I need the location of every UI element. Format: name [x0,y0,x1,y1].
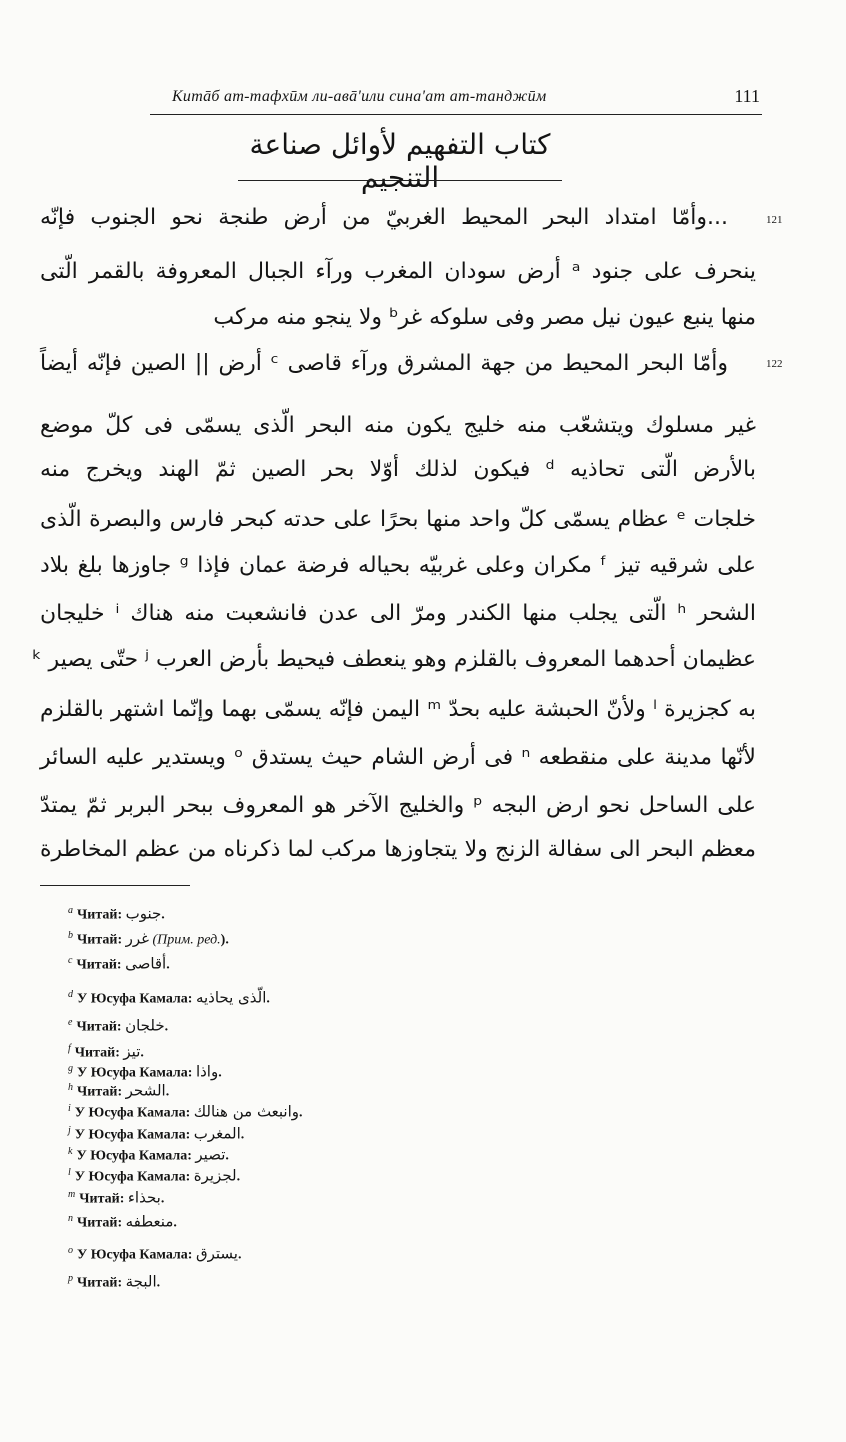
text-line: على الساحل نحو ارض البجه ᵖ والخليج الآخر هو المعروف ببحر البربر ثمّ يمتدّ [40,793,757,818]
paragraph-number: 122 [766,358,783,370]
footnote-suffix: . [156,1275,161,1291]
footnote-prefix: Читай: [79,1191,125,1207]
text-line: معظم البحر الى سفالة الزنج ولا يتجاوزها مركب لما ذكرناه من عظم المخاطرة [40,837,756,862]
footnote-note: (Прим. ред. [152,932,221,948]
footnote-prefix: У Юсуфа Камала: [76,1148,192,1164]
footnote-mark: c [68,955,73,966]
footnote-suffix: . [166,957,170,973]
footnote-mark: n [68,1213,73,1224]
footnote [68,1240,241,1262]
footnote-prefix: Читай: [76,957,122,973]
text-line: خلجات ᵉ عظام يسمّى كلّ واحد منها بحرًا على حدته كبحر فارس والبصرة الّذى [40,507,757,532]
footnote [68,1184,164,1206]
header-rule [150,114,762,115]
footnote [68,1120,244,1142]
footnote-arabic: يسترق [195,1244,238,1263]
footnote-prefix: Читай: [77,1215,123,1231]
footnote-arabic: المغرب [193,1124,241,1143]
footnote-mark: d [68,989,73,1000]
footnote-arabic: البجة [125,1272,157,1291]
footnote-mark: i [68,1103,71,1114]
footnote-arabic: بحذاء [127,1188,161,1207]
footnote [68,925,229,947]
footnote-mark: a [68,905,73,916]
text-line: منها ينبع عيون نيل مصر وفى سلوكه غرᵇ ولا ينجو منه مركب [213,305,756,330]
footnote-prefix: Читай: [77,1275,123,1291]
footnote-mark: l [68,1167,71,1178]
footnote [68,900,165,922]
footnote [68,1077,169,1099]
footnote [68,1012,168,1034]
text-line: غير مسلوك ويتشعّب منه خليج يكون منه البحر الّذى يسمّى فى كلّ موضع [40,413,756,438]
footnote-suffix: . [225,1148,229,1164]
footnote-suffix: ). [220,932,229,948]
footnote-arabic: تصير [195,1145,226,1164]
book-title: كتاب التفهيم لأوائل صناعة التنجيم [249,128,551,194]
footnote-prefix: Читай: [77,1084,123,1100]
footnote [68,1268,160,1290]
footnote-prefix: У Юсуфа Камала: [74,1169,191,1185]
footnote-prefix: Читай: [76,1019,122,1035]
footnote-arabic: تيز [123,1042,141,1061]
footnote-suffix: . [161,907,165,923]
footnote-mark: m [68,1189,76,1200]
footnote [68,1098,303,1120]
footnote-suffix: . [165,1084,170,1100]
footnote-suffix: . [140,1045,144,1061]
footnote-arabic: واذا [195,1062,219,1081]
footnote-suffix: . [236,1169,241,1185]
footnote-rule [40,885,190,886]
running-title: Китāб ат-тафхūм ли-авā'или сина'ат ат-танджūм [172,88,547,105]
footnote [68,984,270,1006]
title-underline [238,180,562,181]
footnote-mark: e [68,1017,73,1028]
text-line: على شرقيه تيز ᶠ مكران وعلى غربيّه بحياله فرضة عمان فإذا ᵍ جاوزها بلغ بلاد [40,553,756,578]
text-line: الشحر ʰ الّتى يجلب منها الكندر ومرّ الى عدن فانشعبت منه هناك ⁱ خليجان [40,601,756,626]
footnote-mark: f [68,1043,71,1054]
footnote-suffix: . [218,1065,222,1081]
footnote-mark: b [68,930,73,941]
footnote-arabic: الشحر [125,1081,166,1100]
text-line: ...وأمّا امتداد البحر المحيط الغربيّ من أرض طنجة نحو الجنوب فإنّه [40,205,728,230]
footnote-prefix: У Юсуфа Камала: [77,1247,193,1263]
footnote-prefix: У Юсуфа Камала: [77,991,193,1007]
footnote-prefix: Читай: [74,1045,120,1061]
footnote [68,1208,177,1230]
footnote-mark: o [68,1245,73,1256]
footnote-arabic: جنوب [125,904,162,923]
footnote [68,950,170,972]
paragraph-number: 121 [766,214,783,226]
footnote-arabic: الّذى يحاذيه [195,988,267,1007]
footnote-mark: j [68,1125,71,1136]
footnote-mark: g [68,1063,73,1074]
text-line: وأمّا البحر المحيط من جهة المشرق ورآء قاصى ᶜ أرض || الصين فإنّه أيضاً [40,351,728,376]
footnote-arabic: أقاصى [125,954,167,973]
footnote-prefix: Читай: [77,932,123,948]
footnote-mark: p [68,1273,73,1284]
footnote-arabic: وانبعث من هنالك [193,1102,300,1121]
footnote [68,1038,144,1060]
text-line: لأنّها مدينة على منقطعه ⁿ فى أرض الشام حيث يستدق ᵒ ويستدير عليه السائر [40,745,756,770]
footnote-mark: h [68,1082,73,1093]
text-line: ينحرف على جنود ᵃ أرض سودان المغرب ورآء الجبال المعروفة بالقمر الّتى [40,259,756,284]
footnote-suffix: . [299,1105,303,1121]
footnote-suffix: . [173,1215,177,1231]
footnote-arabic: منعطفه [125,1212,174,1231]
footnote-prefix: Читай: [77,907,123,923]
footnote [68,1141,229,1163]
running-head [150,88,760,112]
footnote-prefix: У Юсуфа Камала: [74,1127,191,1143]
footnote-suffix: . [237,1247,242,1263]
footnote-suffix: . [240,1127,245,1143]
footnote-arabic: لجزيرة [193,1166,237,1185]
footnote-arabic: خلجان [125,1016,165,1035]
footnote-prefix: У Юсуфа Камала: [77,1065,193,1081]
text-line: بالأرض الّتى تحاذيه ᵈ فيكون لذلك أوّلا بحر الصين ثمّ الهند ويخرج منه [40,457,757,482]
footnote-prefix: У Юсуфа Камала: [74,1105,191,1121]
footnote-mark: k [68,1146,73,1157]
footnote-suffix: . [164,1019,169,1035]
footnote [68,1162,240,1184]
footnote-suffix: . [266,991,270,1007]
text-line: عظيمان أحدهما المعروف بالقلزم وهو ينعطف فيحيط بأرض العرب ʲ حتّى يصير ᵏ [32,647,756,672]
footnote-arabic: غرر [125,929,149,948]
page-number: 111 [734,86,760,106]
text-line: به كجزيرة ˡ ولأنّ الحبشة عليه بحدّ ᵐ اليمن فإنّه يسمّى بهما وإنّما اشتهر بالقلزم [40,697,756,722]
footnote-suffix: . [160,1191,165,1207]
